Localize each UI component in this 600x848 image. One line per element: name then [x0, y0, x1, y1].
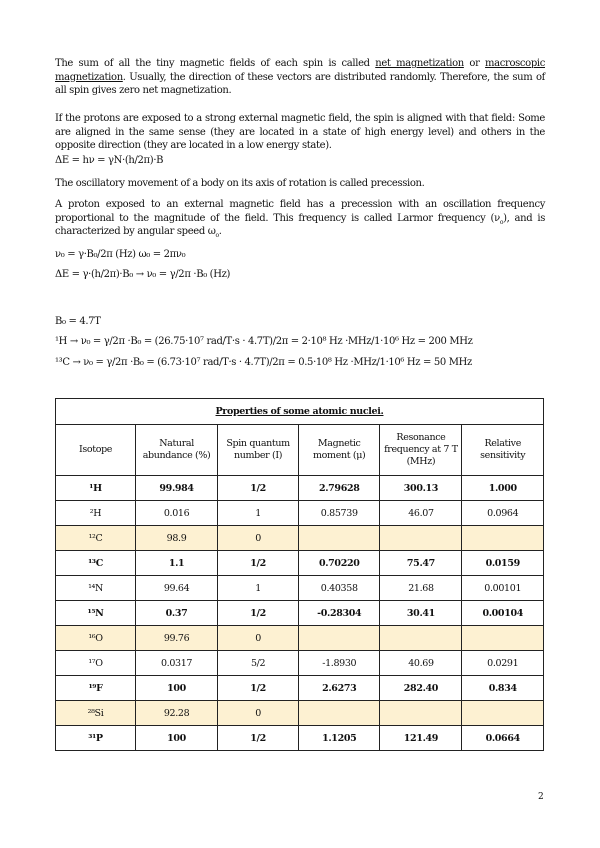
column-header: Magnetic moment (μ) — [299, 425, 380, 476]
table-row — [56, 576, 544, 601]
table-row — [56, 476, 544, 501]
table-cell: 0.00101 — [462, 576, 544, 601]
nuclei-properties-table — [55, 398, 544, 751]
table-cell — [462, 626, 544, 651]
table-title: Properties of some atomic nuclei. — [56, 399, 544, 425]
column-header: Relative sensitivity — [462, 425, 544, 476]
table-cell: 0.834 — [462, 676, 544, 701]
text: . Usually, the direction of these vectors are distributed randomly. Therefore, the sum of all spin gives zero net magnetization. — [55, 71, 545, 96]
paragraph-net-magnetization — [55, 57, 545, 98]
table-row — [56, 526, 544, 551]
equation-carbon: ¹³C → ν₀ = γ/2π ·B₀ = (6.73·10⁷ rad/T·s · 4.7T)/2π = 0.5·10⁸ Hz ·MHz/1·10⁶ Hz = 50 MHz — [55, 357, 472, 368]
table-cell: 99.984 — [136, 476, 218, 501]
table-cell: 1.1205 — [299, 726, 380, 751]
text: or — [463, 58, 486, 69]
table-row — [56, 701, 544, 726]
column-header: Spin quantum number (I) — [218, 425, 299, 476]
table-cell: 0 — [218, 626, 299, 651]
page-number: 2 — [538, 792, 544, 802]
table-cell: 5/2 — [218, 651, 299, 676]
table-cell: 1/2 — [218, 551, 299, 576]
table-cell: 0 — [218, 701, 299, 726]
table-cell: 0.0159 — [462, 551, 544, 576]
table-cell: 1 — [218, 501, 299, 526]
table-cell: 0.0317 — [136, 651, 218, 676]
table-cell — [299, 526, 380, 551]
table-cell: 1/2 — [218, 476, 299, 501]
table-cell: 92.28 — [136, 701, 218, 726]
table-cell — [299, 701, 380, 726]
equation-energy: ΔE = hν = γN·(h/2π)·B — [55, 155, 164, 166]
paragraph-alignment: If the protons are exposed to a strong external magnetic field, the spin is aligned with that field: Some are aligned in the same sense (they are located in a state of high energy level) and others in the opposite direction (they are located in a low energy state). — [55, 113, 545, 151]
table-cell: 300.13 — [380, 476, 462, 501]
table-cell: ¹²C — [56, 526, 136, 551]
table-cell — [380, 701, 462, 726]
text: The sum of all the tiny magnetic fields of each spin is called — [55, 58, 376, 69]
table-cell: 99.76 — [136, 626, 218, 651]
term-macroscopic-magnetization: macroscopic magnetization — [55, 58, 545, 83]
table-row — [56, 651, 544, 676]
equation-larmor: ν₀ = γ·B₀/2π (Hz) ω₀ = 2πν₀ — [55, 249, 186, 260]
table-cell: 1.1 — [136, 551, 218, 576]
table-cell: 30.41 — [380, 601, 462, 626]
table-cell — [462, 701, 544, 726]
table-row — [56, 676, 544, 701]
table-cell: 2.6273 — [299, 676, 380, 701]
table-cell: ¹⁷O — [56, 651, 136, 676]
term-net-magnetization: net magnetization — [375, 58, 464, 69]
table-cell — [462, 526, 544, 551]
table-cell: ¹H — [56, 476, 136, 501]
table-cell: 121.49 — [380, 726, 462, 751]
table-cell: -0.28304 — [299, 601, 380, 626]
table-cell: ¹⁵N — [56, 601, 136, 626]
table-cell: 1 — [218, 576, 299, 601]
table-row — [56, 726, 544, 751]
column-header: Isotope — [56, 425, 136, 476]
table-cell: 0.0964 — [462, 501, 544, 526]
table-cell — [380, 626, 462, 651]
table-cell: ¹³C — [56, 551, 136, 576]
table-cell — [380, 526, 462, 551]
table-row — [56, 601, 544, 626]
table-cell: 40.69 — [380, 651, 462, 676]
equation-field: B₀ = 4.7T — [55, 316, 101, 327]
table-cell: 0.70220 — [299, 551, 380, 576]
table-cell: 100 — [136, 676, 218, 701]
table-cell: ¹⁹F — [56, 676, 136, 701]
table-cell: 1/2 — [218, 676, 299, 701]
table-row — [56, 501, 544, 526]
paragraph-precession: The oscillatory movement of a body on its axis of rotation is called precession. — [55, 178, 425, 189]
table-cell: 0.00104 — [462, 601, 544, 626]
table-cell: 0.0291 — [462, 651, 544, 676]
table-cell: 0.0664 — [462, 726, 544, 751]
table-cell: 1.000 — [462, 476, 544, 501]
table-cell: 0.37 — [136, 601, 218, 626]
table-cell: 21.68 — [380, 576, 462, 601]
column-header: Natural abundance (%) — [136, 425, 218, 476]
text: ), and is characterized by angular speed ω — [55, 212, 546, 237]
equation-hydrogen: ¹H → ν₀ = γ/2π ·B₀ = (26.75·10⁷ rad/T·s · 4.7T)/2π = 2·10⁸ Hz ·MHz/1·10⁶ Hz = 200 MHz — [55, 336, 473, 347]
table-cell: ²⁸Si — [56, 701, 136, 726]
table-cell: 0 — [218, 526, 299, 551]
table-cell: -1.8930 — [299, 651, 380, 676]
table-cell — [299, 626, 380, 651]
table-cell: 2.79628 — [299, 476, 380, 501]
table-cell: ¹⁶O — [56, 626, 136, 651]
table-cell: 0.016 — [136, 501, 218, 526]
table-row — [56, 626, 544, 651]
column-header: Resonance frequency at 7 T (MHz) — [380, 425, 462, 476]
table-cell: 46.07 — [380, 501, 462, 526]
table-cell: ²H — [56, 501, 136, 526]
paragraph-larmor: A proton exposed to an external magnetic field has a precession with an oscillation frequency proportional to the magnitude of the field. This frequency is called Larmor frequency $(\nu_o)$, and is characterized by angular speed $\omega_o$. — [55, 199, 546, 239]
table-cell: 1/2 — [218, 726, 299, 751]
text: A proton exposed to an external magnetic field has a precession with an oscillation frequency proportional to the magnitude of the field. This frequency is called Larmor frequency (ν — [55, 199, 545, 224]
table-cell: 99.64 — [136, 576, 218, 601]
table-cell: ¹⁴N — [56, 576, 136, 601]
table-cell: 1/2 — [218, 601, 299, 626]
table-cell: 282.40 — [380, 676, 462, 701]
table-cell: 98.9 — [136, 526, 218, 551]
table-cell: 75.47 — [380, 551, 462, 576]
table-row — [56, 551, 544, 576]
text: . — [218, 226, 222, 237]
table-cell: 100 — [136, 726, 218, 751]
table-cell: ³¹P — [56, 726, 136, 751]
table-cell: 0.85739 — [299, 501, 380, 526]
table-cell: 0.40358 — [299, 576, 380, 601]
equation-delta-e: ΔE = γ·(h/2π)·B₀ → ν₀ = γ/2π ·B₀ (Hz) — [55, 269, 231, 280]
